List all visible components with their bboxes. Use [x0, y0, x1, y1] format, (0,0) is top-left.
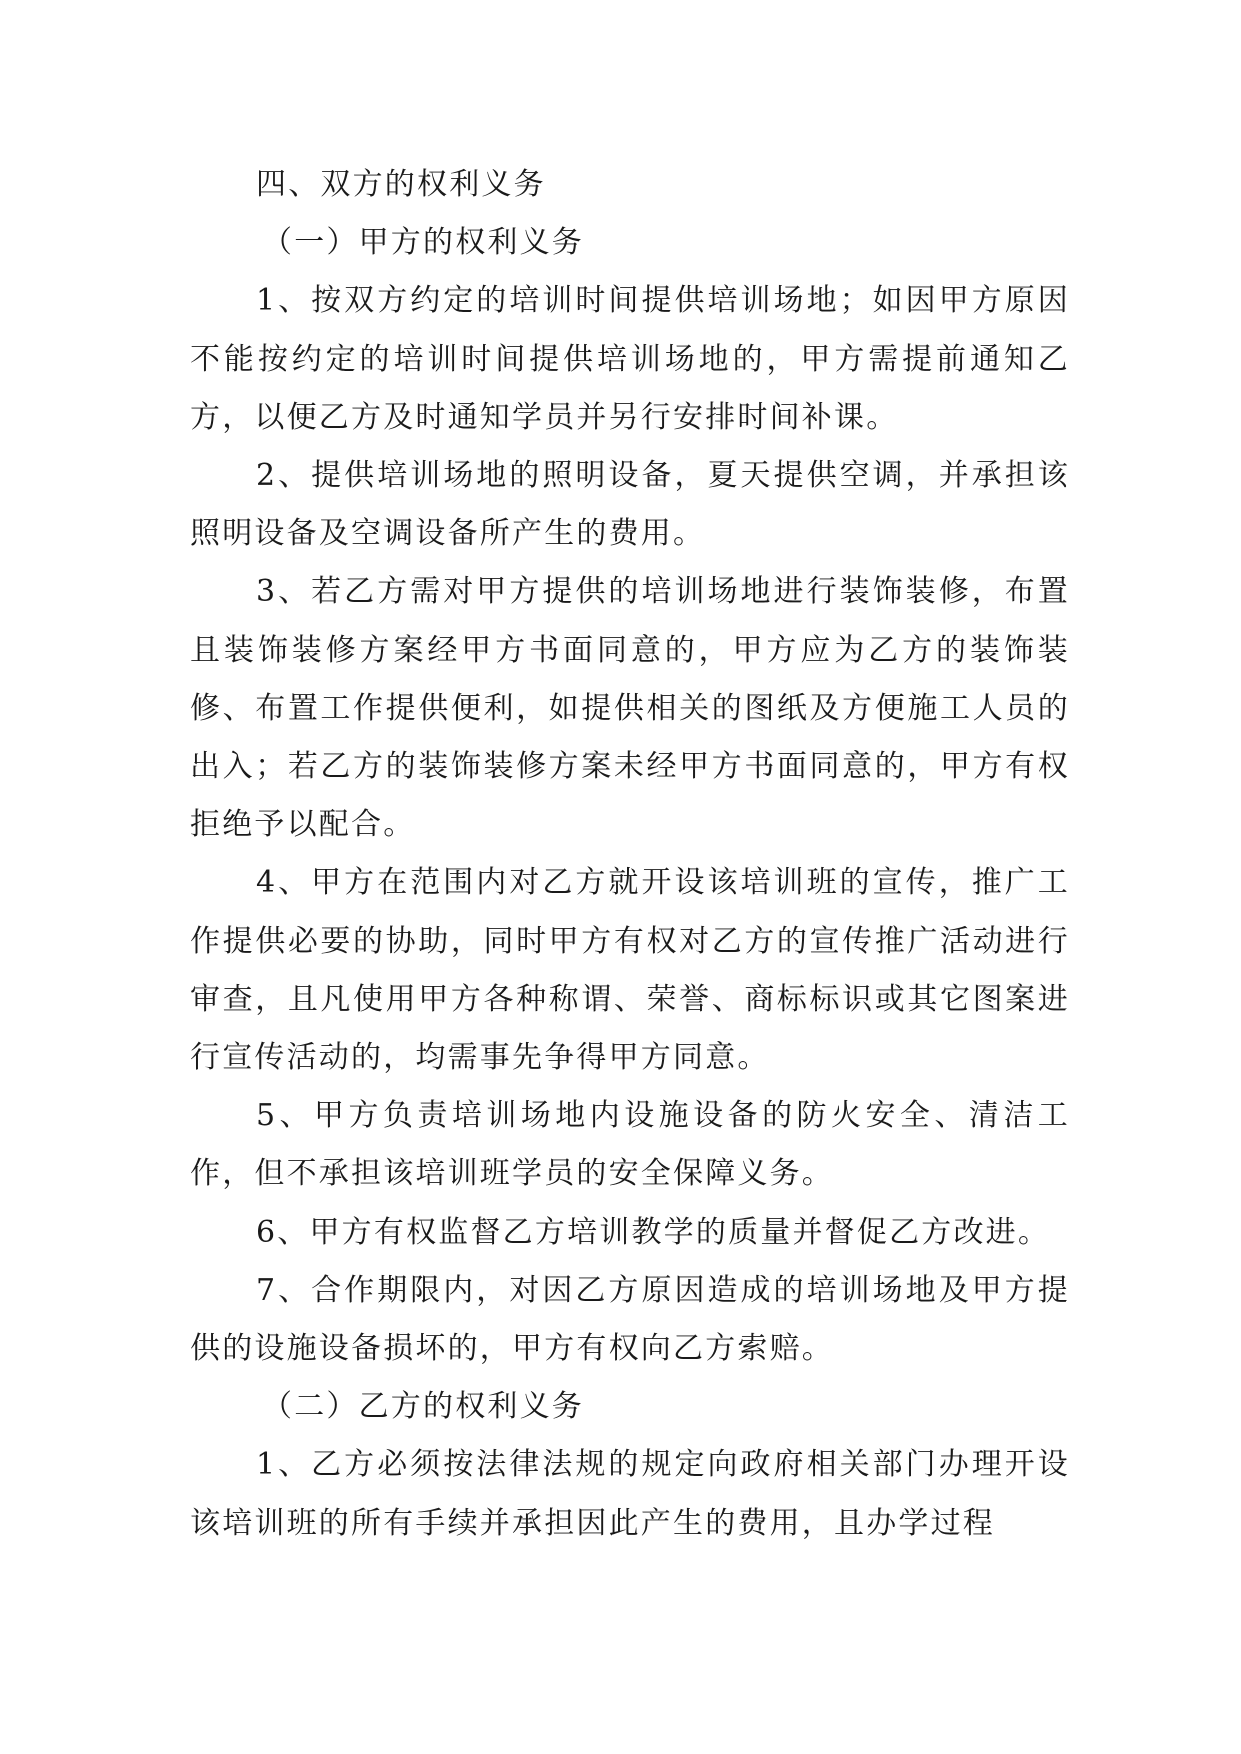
clause-a-6: 6、甲方有权监督乙方培训教学的质量并督促乙方改进。: [256, 1214, 1051, 1250]
subsection-heading-party-b: （二）乙方的权利义务: [262, 1389, 584, 1425]
clause-a-4: 4、甲方在范围内对乙方就开设该培训班的宣传，推广工作提供必要的协助，同时甲方有权对乙方的宣传推广活动进行审查，且凡使用甲方各种称谓、荣誉、商标标识或其它图案进行宣传活动的，均需事先争得甲方同意。: [190, 865, 1070, 1076]
section-heading-rights-obligations: 四、双方的权利义务: [256, 167, 546, 202]
clause-a-7: 7、合作期限内，对因乙方原因造成的培训场地及甲方提供的设施设备损坏的，甲方有权向乙方索赔。: [190, 1272, 1070, 1367]
subsection-heading-party-a: （一）甲方的权利义务: [262, 225, 584, 261]
clause-a-2: 2、提供培训场地的照明设备，夏天提供空调，并承担该照明设备及空调设备所产生的费用。: [190, 458, 1070, 552]
clause-a-1: 1、按双方约定的培训时间提供培训场地；如因甲方原因不能按约定的培训时间提供培训场地的，甲方需提前通知乙方，以便乙方及时通知学员并另行安排时间补课。: [190, 283, 1070, 435]
document-body: [190, 156, 1070, 1553]
clause-b-1: 1、乙方必须按法律法规的规定向政府相关部门办理开设该培训班的所有手续并承担因此产生的费用，且办学过程: [190, 1447, 1070, 1541]
clause-a-3: 3、若乙方需对甲方提供的培训场地进行装饰装修，布置且装饰装修方案经甲方书面同意的，甲方应为乙方的装饰装修、布置工作提供便利，如提供相关的图纸及方便施工人员的出入；若乙方的装饰装修方案未经甲方书面同意的，甲方有权拒绝予以配合。: [190, 574, 1070, 843]
clause-a-5: 5、甲方负责培训场地内设施设备的防火安全、清洁工作，但不承担该培训班学员的安全保障义务。: [190, 1098, 1070, 1192]
